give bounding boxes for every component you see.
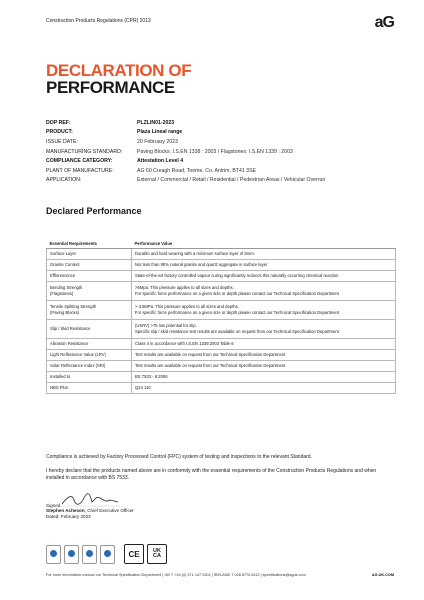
table-row [47,260,396,271]
requirement-label: NBS Plus [50,385,68,391]
value-cell [132,260,396,271]
value-cell [132,383,396,394]
value-cell [132,320,396,339]
meta-row [46,147,396,157]
requirement-cell [47,249,132,260]
company-logo: aG [374,14,394,31]
table-row [47,372,396,383]
performance-value: > 3.6MPa. This pressure applies to all sizes and depths. [135,304,239,310]
requirement-cell [47,301,132,320]
footer-contact: For more information contact our Technical Specification Department | GB T +44 (0) 371 147 0202 | IRELAND T 028 8776 8112 | specifications@aguk.com [46,573,306,577]
requirement-label: Installed to [50,374,71,380]
meta-value: PLZLIN01-2023 [137,119,175,126]
signature-block [46,492,166,519]
value-cell [132,350,396,361]
ce-mark: CE [124,544,144,564]
requirement-label: Slip / Skid Resistance [50,326,91,332]
requirement-cell [47,271,132,282]
column-header-value: Performance Value [132,238,396,249]
meta-row [46,176,396,186]
meta-row [46,156,396,166]
performance-value: Test results are available on request from our Technical Specification Department [135,363,286,369]
requirement-label: Solar Reflectance Index (SRI) [50,363,106,369]
iso-badge-icon [46,545,61,564]
requirement-cell [47,282,132,301]
meta-value: Paving Blocks: I.S.EN 1338 : 2003 / Flagstones: I.S.EN 1339 : 2003 [137,148,293,155]
ukca-top: UK [153,547,161,554]
title-line-2: PERFORMANCE [46,78,175,97]
signed-label: Signed [46,503,61,508]
requirement-cell [47,320,132,339]
meta-key: DOP REF: [46,119,71,126]
meta-value: Plaza Lineal range [137,129,183,136]
footer [46,573,394,577]
requirement-sublabel: (Flagstones) [50,291,74,296]
value-cell [132,282,396,301]
meta-value: External / Commercial / Retail / Residential / Pedestrian Areas / Vehicular Overrun [137,177,326,184]
document-title [46,62,191,96]
performance-value: Class 4 in accordance with I.S.EN 1339:2003 Table 6 [135,341,234,347]
requirement-cell [47,361,132,372]
certification-badges [46,544,167,564]
meta-key: MANUFACTURING STANDARD: [46,148,123,155]
performance-value: Test results are available on request from our Technical Specification Department [135,352,286,358]
table-row [47,339,396,350]
footer-website-link[interactable]: AG.UK.COM [371,573,394,577]
table-row [47,320,396,339]
iso-badge-icon [82,545,97,564]
requirement-cell [47,372,132,383]
meta-row [46,166,396,176]
signature-icon [60,492,120,508]
regulations-label: Construction Products Regulations (CPR) 2013 [46,18,151,24]
header-bar [46,14,394,32]
title-line-1: DECLARATION OF [46,61,192,80]
meta-key: PLANT OF MANUFACTURE: [46,167,114,174]
value-cell [132,339,396,350]
signatory-role: , Chief Executive Officer [84,508,134,513]
requirement-label: Abrasion Resistance [50,341,89,347]
product-details [46,118,396,185]
meta-key: COMPLIANCE CATEGORY: [46,158,113,165]
value-cell [132,249,396,260]
performance-value-detail: For specific force performance on a given size or depth please contact our Technical Specification Department [135,291,340,296]
performance-value: >5Mpa. This pressure applies to all sizes and depths. [135,285,234,291]
section-title: Declared Performance [46,206,142,216]
performance-value-detail: Specific slip / skid resistance test results are available on request from our Technical Specification Department [135,329,339,334]
performance-value: (USRV) >75 low potential for slip. [135,323,197,329]
value-cell [132,271,396,282]
requirement-cell [47,339,132,350]
performance-value-detail: For specific force performance on a given size or depth please contact our Technical Specification Department [135,310,340,315]
compliance-statement: Compliance is achieved by Factory Processed Control (FPC) system of testing and inspections to the relevant Standard. [46,454,312,460]
meta-key: ISSUE DATE: [46,138,78,145]
performance-value: State-of-the-art factory controlled vapour curing significantly reduces this naturally occurring chemical reaction [135,273,339,279]
requirement-cell [47,260,132,271]
value-cell [132,361,396,372]
meta-row [46,118,396,128]
performance-value: BS 7533 - 6:2006 [135,374,168,380]
table-row [47,361,396,372]
performance-value: Durable and hard wearing with a minimum surface layer of 8mm. [135,251,255,257]
signatory-name: Stephen Acheson [46,508,85,513]
table-row [47,301,396,320]
value-cell [132,372,396,383]
requirement-label: Bending Strength [50,285,83,291]
meta-value: AG 60 Creagh Road, Toome, Co. Antrim, BT41 3SE [137,167,256,174]
table-row [47,383,396,394]
requirement-label: Tensile Splitting Strength [50,304,97,310]
requirement-label: Light Reflectance Value (LRV) [50,352,106,358]
value-cell [132,301,396,320]
table-row [47,271,396,282]
requirement-label: Granite Content [50,262,80,268]
requirement-cell [47,350,132,361]
meta-key: APPLICATION: [46,177,82,184]
table-row [47,282,396,301]
requirement-label: Efflorescence [50,273,76,279]
meta-value: Attestation Level 4 [137,158,184,165]
meta-row [46,137,396,147]
meta-row [46,128,396,138]
column-header-requirements: Essential Requirements [47,238,132,249]
signature-date: Dated: February 2023 [46,514,91,519]
table-row [47,350,396,361]
performance-table [46,238,396,394]
table-row [47,249,396,260]
meta-value: 20 February 2023 [137,138,178,145]
requirement-sublabel: (Paving Blocks) [50,310,80,315]
performance-value: Q24 110 [135,385,151,391]
declaration-statement: I hereby declare that the products named above are in conformity with the essential requirements of the Construction Products Regulations and when installed in accordance with BS 7533. [46,468,377,481]
iso-badge-icon [64,545,79,564]
ukca-bottom: CA [153,553,161,559]
iso-badge-icon [100,545,115,564]
meta-key: PRODUCT: [46,129,73,136]
performance-value: Not less than 90% natural granite and quartz aggregate in surface layer [135,262,268,268]
ukca-mark [147,544,167,564]
requirement-label: Surface Layer [50,251,77,257]
requirement-cell [47,383,132,394]
